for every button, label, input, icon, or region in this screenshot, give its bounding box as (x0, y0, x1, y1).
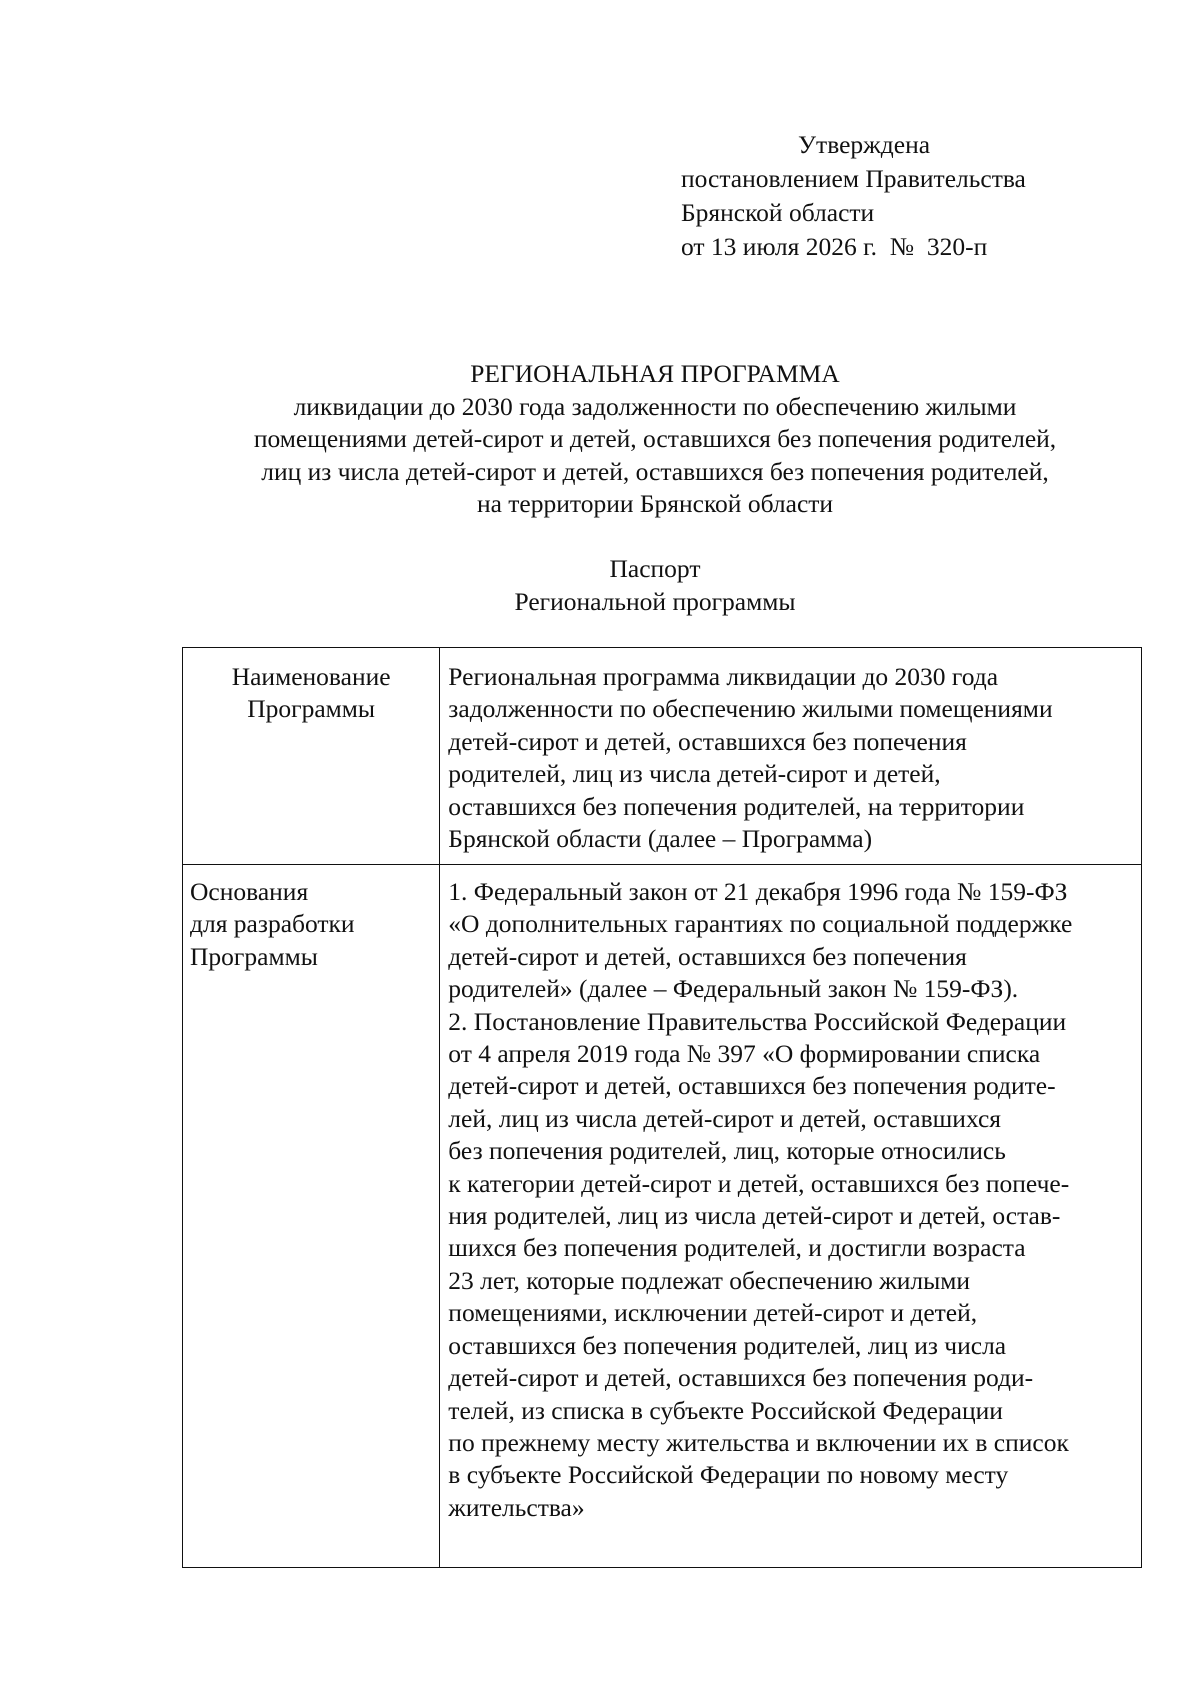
document-subtitle-line: помещениями детей-сирот и детей, оставшихся без попечения родителей, (253, 424, 1057, 453)
approval-line: постановлением Правительства (681, 164, 1026, 193)
value-line: по прежнему месту жительства и включении их в список (448, 1427, 1069, 1457)
value-line: жительства» (448, 1492, 585, 1522)
value-line: оставшихся без попечения родителей, на территории (448, 791, 1025, 821)
value-line: оставшихся без попечения родителей, лиц из числа (448, 1330, 1007, 1360)
program-basis-value-cell (440, 865, 1142, 1568)
document-subtitle-line: лиц из числа детей-сирот и детей, оставшихся без попечения родителей, (261, 456, 1049, 486)
value-line: телей, из списка в субъекте Российской Федерации (448, 1395, 1003, 1425)
value-line: детей-сирот и детей, оставшихся без попечения (448, 726, 967, 756)
value-line: от 4 апреля 2019 года № 397 «О формировании списка (448, 1039, 1041, 1069)
program-name-value-cell (440, 648, 1142, 865)
value-line: 2. Постановление Правительства Российской Федерации (448, 1006, 1067, 1036)
passport-heading: Паспорт (609, 554, 701, 583)
table-row (183, 648, 1142, 865)
document-title: РЕГИОНАЛЬНАЯ ПРОГРАММА (470, 359, 840, 388)
value-line: родителей, лиц из числа детей-сирот и детей, (448, 759, 941, 789)
value-line: детей-сирот и детей, оставшихся без попечения родите- (448, 1071, 1056, 1101)
passport-table (182, 647, 1142, 1568)
label-line: Программы (247, 694, 376, 724)
value-line: 23 лет, которые подлежат обеспечению жилыми (448, 1265, 971, 1295)
value-line: помещениями, исключении детей-сирот и детей, (448, 1298, 978, 1328)
approval-date-number: от 13 июля 2026 г. № 320-п (681, 232, 988, 261)
value-line: «О дополнительных гарантиях по социальной поддержке (448, 909, 1073, 939)
approval-line: Утверждена (798, 130, 931, 159)
document-subtitle-line: на территории Брянской области (476, 489, 834, 518)
value-line: шихся без попечения родителей, и достигли возраста (448, 1233, 1026, 1263)
document-subtitle-line: ликвидации до 2030 года задолженности по обеспечению жилыми (293, 391, 1017, 421)
document-title-block (160, 358, 1150, 521)
program-name-label-cell (183, 648, 440, 865)
approval-line: Брянской области (681, 198, 875, 227)
program-basis-label-cell (183, 865, 440, 1568)
passport-subheading: Региональной программы (514, 586, 796, 616)
value-line: задолженности по обеспечению жилыми помещениями (448, 694, 1053, 724)
value-line: родителей» (далее – Федеральный закон № 159-ФЗ). (448, 974, 1019, 1004)
passport-heading-block (160, 553, 1150, 618)
label-line: Наименование (231, 662, 391, 691)
value-line: 1. Федеральный закон от 21 декабря 1996 года № 159-ФЗ (448, 877, 1068, 906)
value-line: Региональная программа ликвидации до 2030 года (448, 662, 999, 691)
table-row (183, 865, 1142, 1568)
value-line: детей-сирот и детей, оставшихся без попечения роди- (448, 1363, 1034, 1393)
value-line: без попечения родителей, лиц, которые относились (448, 1136, 1006, 1166)
value-line: в субъекте Российской Федерации по новому месту (448, 1460, 1009, 1490)
value-line: детей-сирот и детей, оставшихся без попечения (448, 941, 967, 971)
value-line: к категории детей-сирот и детей, оставшихся без попече- (448, 1168, 1070, 1198)
label-line: Программы (190, 941, 318, 971)
approval-stamp (681, 128, 1026, 264)
value-line: ния родителей, лиц из числа детей-сирот и детей, остав- (448, 1201, 1061, 1231)
label-line: для разработки (190, 909, 355, 939)
value-line: лей, лиц из числа детей-сирот и детей, оставшихся (448, 1103, 1002, 1133)
label-line: Основания (190, 877, 309, 906)
value-line: Брянской области (далее – Программа) (448, 824, 873, 854)
